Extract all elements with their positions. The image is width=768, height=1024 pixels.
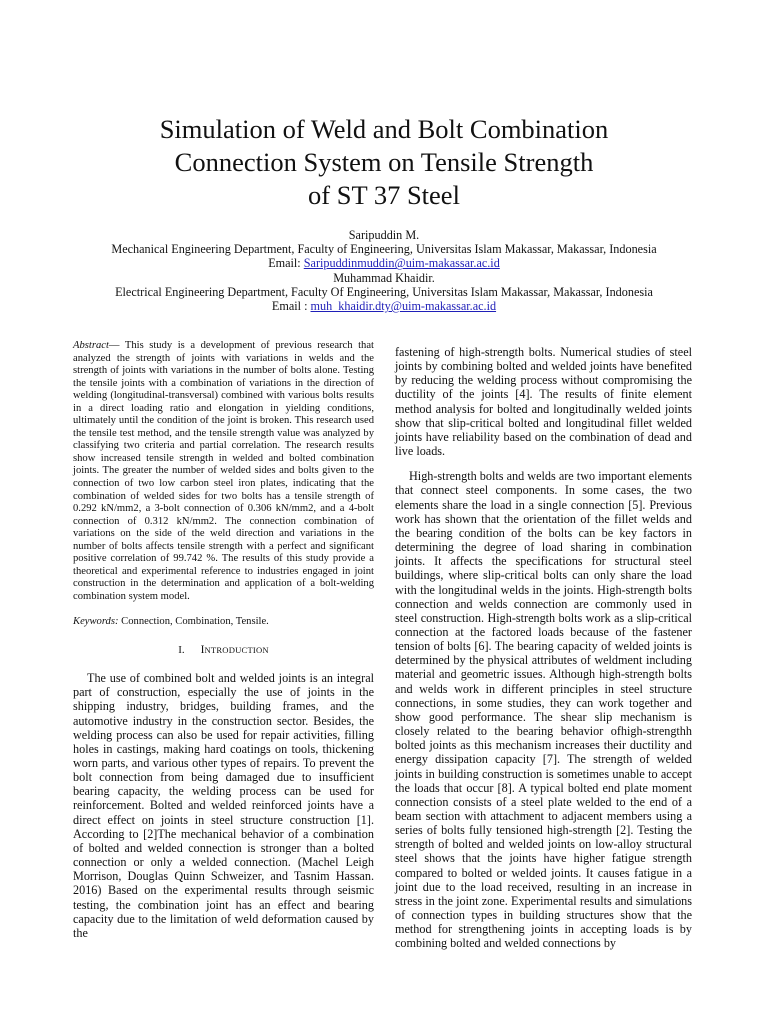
body-paragraph: fastening of high-strength bolts. Numerical studies of steel joints by combining bolted and welded joints have benefited by reducing the welding process without compromising the ductility of the joints [4]. The results of finite element method analysis for bolted and longitudinally welded joints show that slip-critical bolted and longitudinal fillet welded joints have reliability based on the combination of dead and live loads. — [395, 345, 692, 459]
keywords-text: Connection, Combination, Tensile. — [118, 616, 269, 628]
left-column — [73, 340, 374, 940]
email-label: Email: — [268, 256, 304, 271]
abstract — [73, 340, 374, 603]
author-block — [34, 228, 734, 313]
section-title-rest: NTRODUCTION — [204, 645, 269, 656]
intro-paragraph: The use of combined bolt and welded joints is an integral part of construction, especially the use of joints in the shipping industry, bridges, building frames, and the automotive industry in the construction sector. Besides, the welding process can also be used for repair activities, filling holes in castings, making hard coatings on tools, thickening worn parts, and various other types of repairs. To prevent the bolt connection from being damaged due to insufficient bearing capacity, the welding process can be used for reinforcement. Bolted and welded reinforced joints have a direct effect on joints in steel structure construction [1]. According to [2]The mechanical behavior of a combination of bolted and welded connection is stronger than a bolted connection or only a welded connection. (Machel Leigh Morrison, Douglas Quinn Schweizer, and Tasnim Hassan. 2016) Based on the experimental results through seismic testing, the combination joint has an effect and bearing capacity due to the limitation of weld deformation caused by the — [73, 671, 374, 940]
body-paragraph: High-strength bolts and welds are two important elements that connect steel components. In some cases, the two elements share the load in a single connection [5]. Previous work has shown that the orientation of the fillet welds and the bearing condition of the bolts can be key factors in determining the degree of load sharing in combination joints. It affects the specifications for structural steel buildings, where slip-critical bolts can only share the load with the longitudinal welds in the joints. High-strength bolts connection and welds connection are commonly used in steel construction. High-strength bolts work as a slip-critical connection at the factored loads because of the fastener tension of bolts [6]. The bearing capacity of welded joints is determined by the physical attributes of weldment including material and geometric issues. Although high-strength bolts and welds work in different principles in steel structure connections, in some studies, they can work together and show good performance. The shear slip mechanism is closely related to the bearing behavior ofhigh-strengthh bolted joints as this mechanism increases their ductility and energy dissipation capacity [7]. The strength of welded joints in building construction is sometimes unable to accept the loads that occur [8]. A typical bolted end plate moment connection consists of a steel plate welded to the end of a beam section with attachment to adjacent members using a series of bolts fully tensioned high-strength [2]. Testing the strength of bolted and welded joints on low-alloy structural steel shows that the joints have higher fatigue strength compared to bolted or welded joints. It causes fatigue in a joint due to the load received, resulting in an increase in stress in the joint zone. Experimental results and simulations of connection types in building structures show that the method for strengthening joints in accepting loads is by combining bolted and welded connections by — [395, 469, 692, 951]
author-email-line — [34, 256, 734, 270]
keywords-label: Keywords: — [73, 616, 119, 628]
author-affiliation: Mechanical Engineering Department, Faculty of Engineering, Universitas Islam Makassar, Makassar, Indonesia — [111, 242, 657, 257]
author-affiliation: Electrical Engineering Department, Faculty Of Engineering, Universitas Islam Makassar, Makassar, Indonesia — [115, 284, 653, 299]
title-line: Connection System on Tensile Strength — [174, 147, 594, 177]
keywords — [73, 616, 374, 629]
abstract-label: Abstract — [73, 340, 109, 351]
author-email-line — [34, 299, 734, 313]
author-email-link[interactable]: muh_khaidir.dty@uim-makassar.ac.id — [310, 299, 497, 314]
section-title-initial: I — [200, 644, 205, 657]
author-email-link[interactable]: Saripuddinmuddin@uim-makassar.ac.id — [303, 256, 500, 271]
section-number: I. — [178, 644, 185, 657]
right-column — [395, 345, 692, 951]
email-label: Email : — [271, 299, 311, 314]
title-line: Simulation of Weld and Bolt Combination — [159, 114, 609, 144]
abstract-dash: — — [108, 340, 125, 351]
abstract-text: This study is a development of previous research that analyzed the strength of joints with variations in welds and the strength of joints with variations in the number of bolts alone. Testing the tensile joints with a combination of variations in the direction of welding (longitudinal-transversal) combined with various bolts results in a direct loading ratio and elongation in yielding conditions, ultimately until the condition of the joint is broken. This research used the tensile test method, and the tensile strength value was analyzed by classifying two criteria and partial correlation. The research results show increased tensile strength in welded and bolted combination joints. The greater the number of welded sides and bolts given to the connection of two low carbon steel iron plates, indicating that the combination of welded sides for two bolts has a tensile strength of 0.292 kN/mm2, a 3-bolt connection of 0.306 kN/mm2, and a 4-bolt connection of 0.312 kN/mm2. The connection combination of variations on the side of the weld direction and variations in the number of bolts affects tensile strength with a perfect and significant positive correlation of 99.742 %. The results of this study provide a theoretical and experimental reference to industries engaged in joint construction in the determination and application of a bolt-welding combination system model. — [73, 340, 374, 602]
author-name: Muhammad Khaidir. — [333, 270, 435, 285]
author-name: Saripuddin M. — [348, 228, 420, 242]
section-heading — [73, 644, 374, 657]
title-line: of ST 37 Steel — [308, 180, 460, 210]
paper-title — [84, 113, 684, 212]
